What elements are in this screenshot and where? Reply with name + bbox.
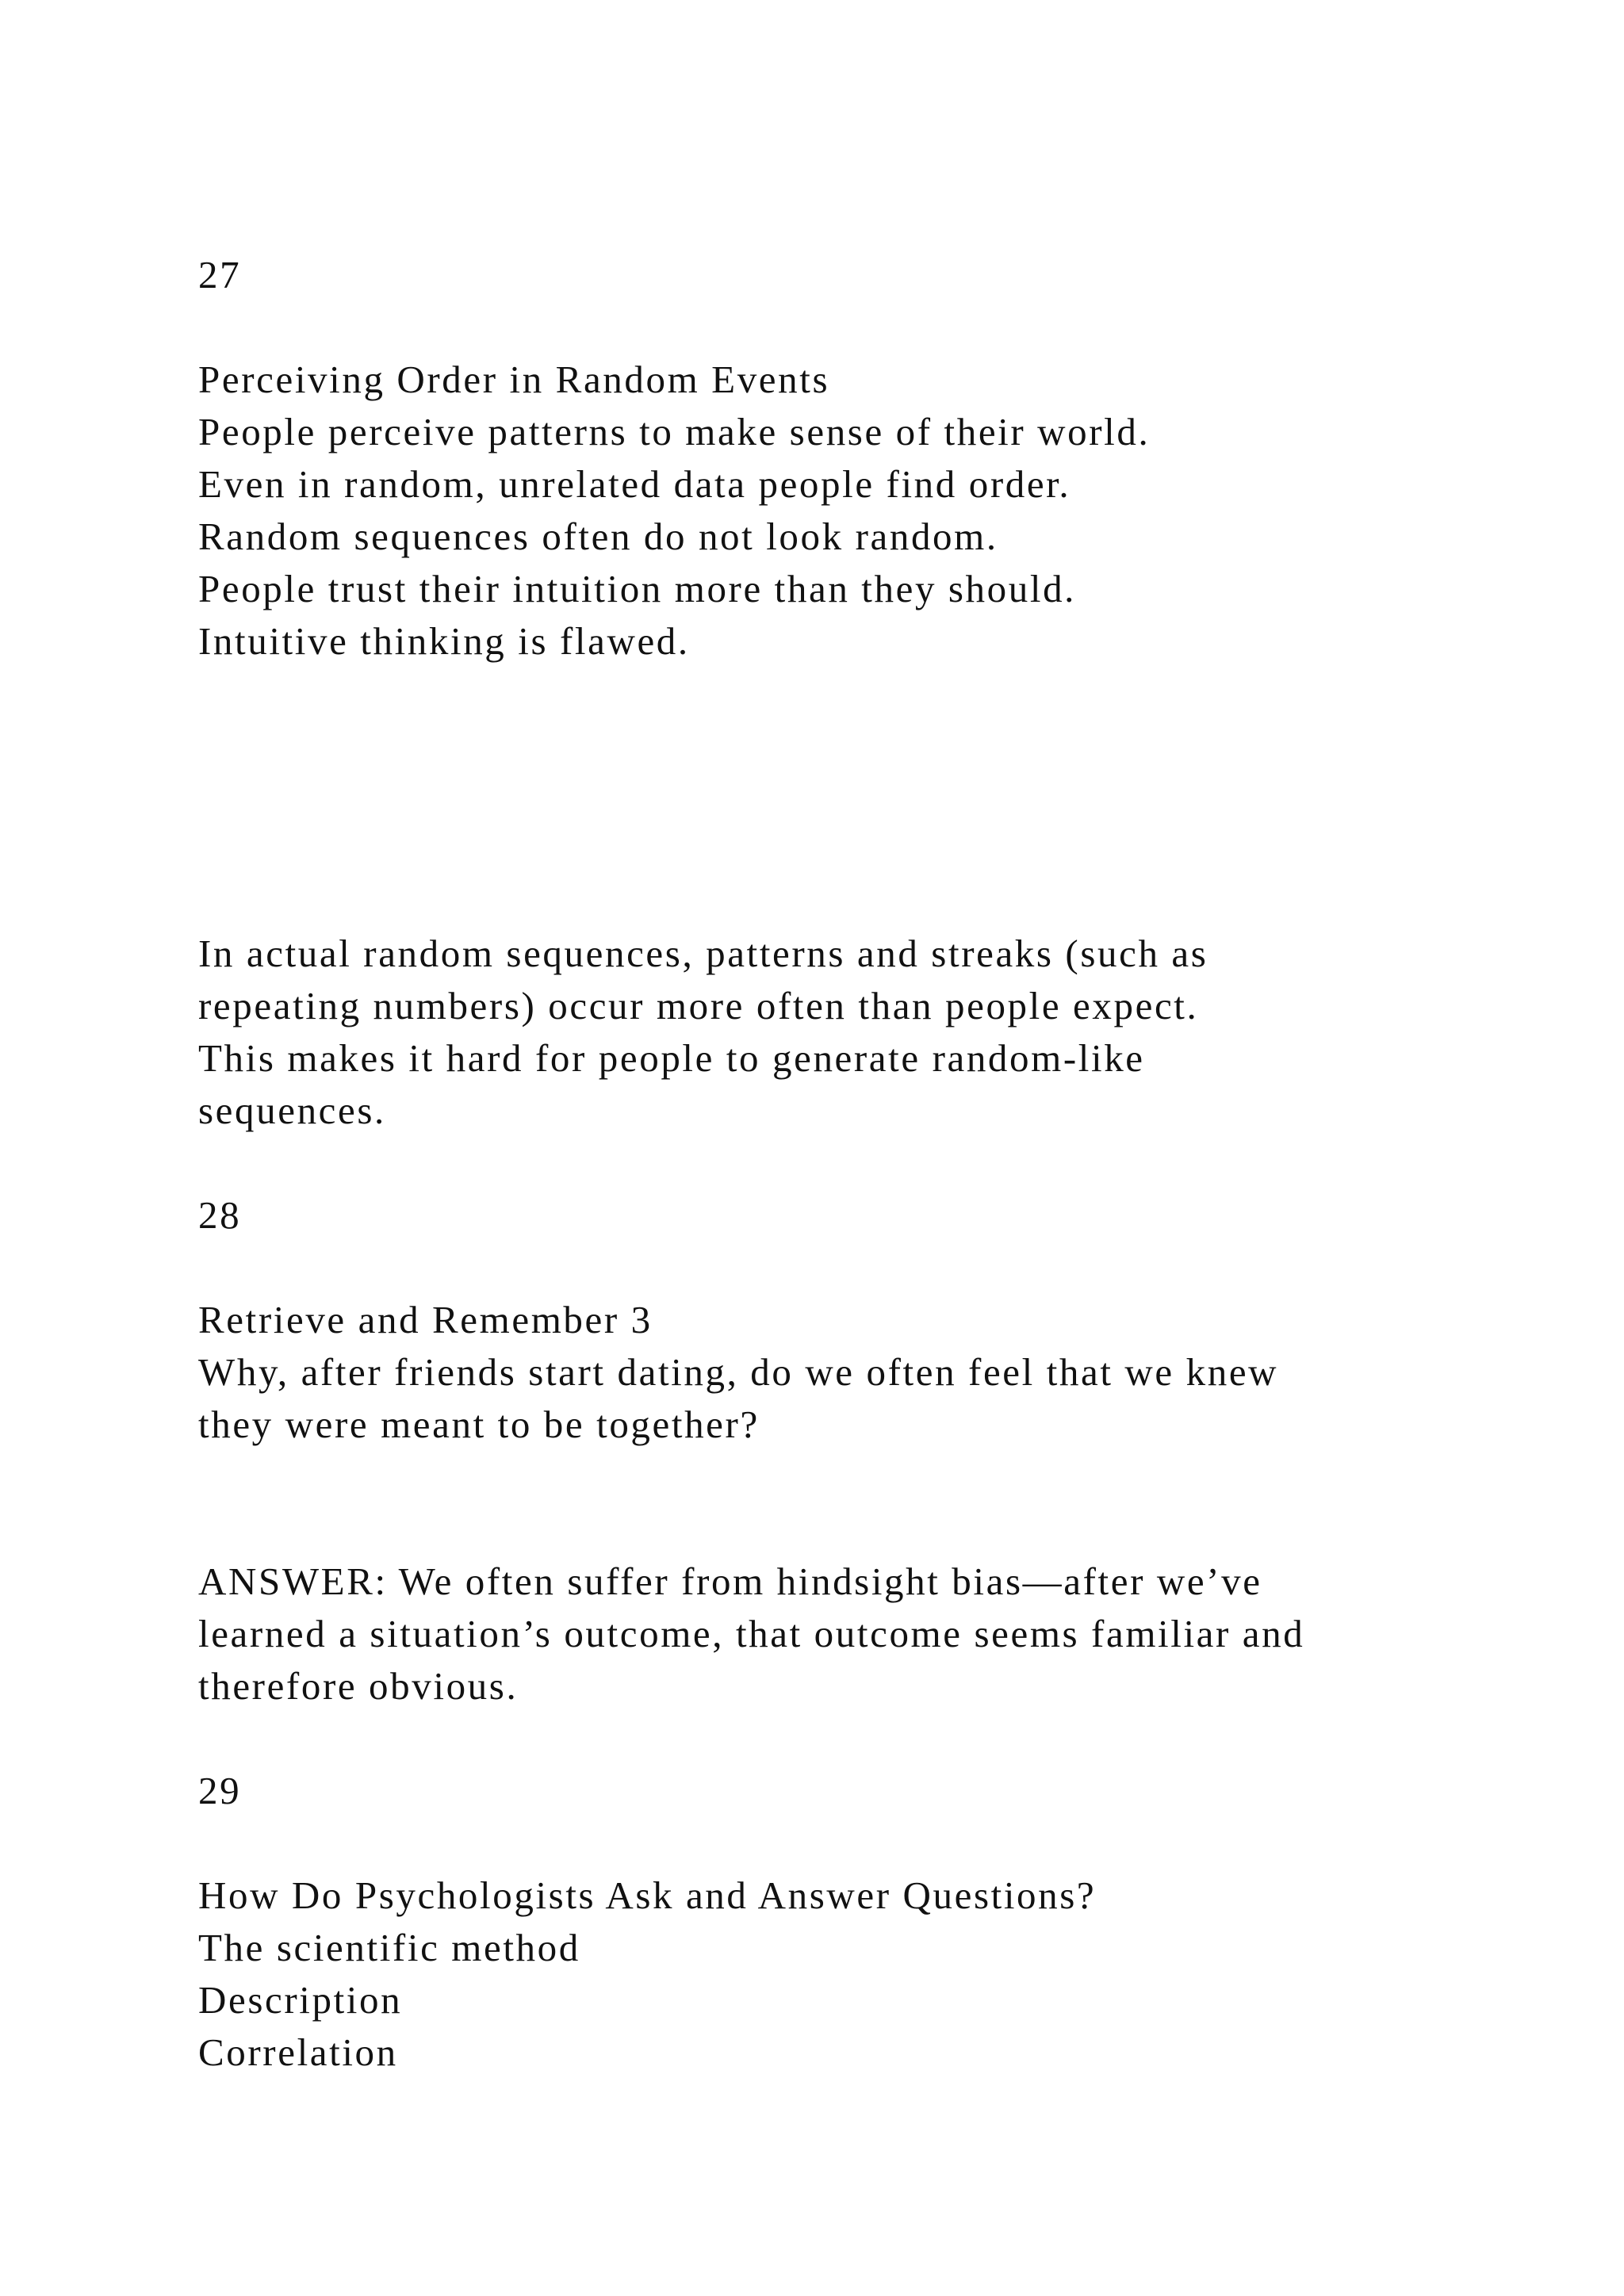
- notes-line: This makes it hard for people to generate random-like: [198, 1036, 1145, 1080]
- slide-title: How Do Psychologists Ask and Answer Questions?: [198, 1873, 1097, 1917]
- slide-title: Perceiving Order in Random Events: [198, 358, 830, 401]
- bullet-line: Intuitive thinking is flawed.: [198, 619, 690, 663]
- bullet-line: Description: [198, 1978, 403, 2022]
- bullet-line: Correlation: [198, 2030, 398, 2074]
- bullet-line: The scientific method: [198, 1926, 580, 1969]
- notes-line: repeating numbers) occur more often than people expect.: [198, 984, 1199, 1027]
- answer-line: learned a situation’s outcome, that outcome seems familiar and: [198, 1612, 1305, 1655]
- bullet-line: Random sequences often do not look random.: [198, 515, 998, 558]
- slide-number: 28: [198, 1193, 242, 1237]
- bullet-line: People perceive patterns to make sense of their world.: [198, 410, 1151, 453]
- bullet-line: Even in random, unrelated data people find order.: [198, 462, 1071, 506]
- question-line: Why, after friends start dating, do we often feel that we knew: [198, 1350, 1279, 1394]
- bullet-line: People trust their intuition more than they should.: [198, 567, 1077, 610]
- slide-number: 27: [198, 253, 242, 297]
- notes-line: sequences.: [198, 1089, 386, 1132]
- slide-number: 29: [198, 1769, 242, 1812]
- question-line: they were meant to be together?: [198, 1402, 760, 1446]
- notes-line: In actual random sequences, patterns and streaks (such as: [198, 932, 1208, 975]
- slide-title: Retrieve and Remember 3: [198, 1298, 653, 1341]
- answer-line: ANSWER: We often suffer from hindsight bias—after we’ve: [198, 1559, 1262, 1603]
- answer-line: therefore obvious.: [198, 1664, 519, 1708]
